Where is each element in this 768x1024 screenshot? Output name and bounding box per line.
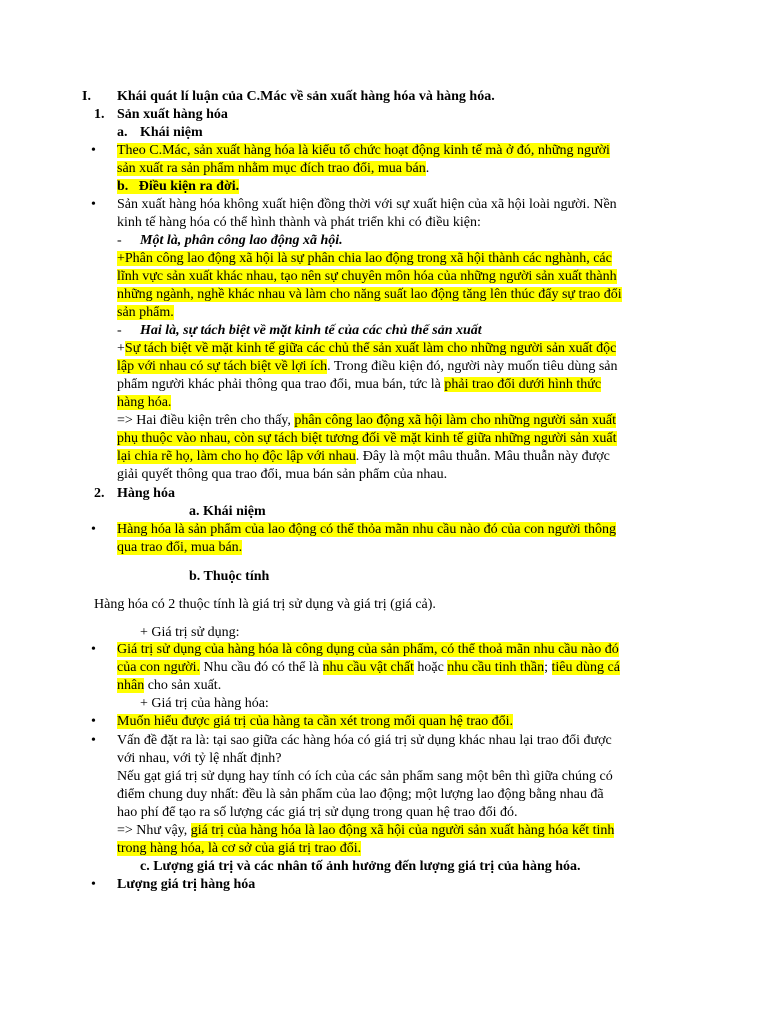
item-letter: a. bbox=[117, 125, 128, 140]
paragraph-line: hàng hóa. bbox=[117, 395, 172, 410]
paragraph-line: Muốn hiểu được giá trị của hàng ta cần xét trong mối quan hệ trao đổi. bbox=[117, 714, 513, 729]
bullet-icon: • bbox=[91, 714, 96, 729]
paragraph-line: => Như vậy, giá trị của hàng hóa là lao động xã hội của người sản xuất hàng hóa kết tinh bbox=[117, 823, 615, 838]
dash-marker: - bbox=[117, 233, 122, 248]
paragraph-line: lĩnh vực sản xuất khác nhau, tạo nên sự chuyên môn hóa của những người sản xuất thành bbox=[117, 269, 617, 284]
paragraph-line: => Hai điều kiện trên cho thấy, phân công lao động xã hội làm cho những người sản xuất bbox=[117, 413, 616, 428]
dash-marker: - bbox=[117, 323, 122, 338]
paragraph-line: +Sự tách biệt về mặt kinh tế giữa các chủ thể sản xuất làm cho những người sản xuất độc bbox=[117, 341, 617, 356]
item-heading: c. Lượng giá trị và các nhân tố ảnh hưởng đến lượng giá trị của hàng hóa. bbox=[140, 859, 581, 874]
paragraph-line: sản xuất ra sản phẩm nhằm mục đích trao đổi, mua bán. bbox=[117, 161, 430, 176]
bullet-icon: • bbox=[91, 877, 96, 892]
paragraph-line: Sản xuất hàng hóa không xuất hiện đồng thời với sự xuất hiện của xã hội loài người. Nền bbox=[117, 197, 617, 212]
paragraph-line: lại chia rẽ họ, làm cho họ độc lập với nhau. Đây là một mâu thuẫn. Mâu thuẫn này được bbox=[117, 449, 610, 464]
paragraph-line: +Phân công lao động xã hội là sự phân chia lao động trong xã hội thành các nghành, các bbox=[117, 251, 612, 266]
sub-heading: + Giá trị sử dụng: bbox=[140, 625, 240, 640]
paragraph-line: Giá trị sử dụng của hàng hóa là công dụng của sản phẩm, có thể thoả mãn nhu cầu nào đó bbox=[117, 642, 619, 657]
section-number: I. bbox=[82, 89, 91, 104]
paragraph-line: hao phí để tạo ra số lượng các giá trị sử dụng trong quan hệ trao đổi đó. bbox=[117, 805, 518, 820]
subsection-number: 1. bbox=[94, 107, 105, 122]
paragraph-line: Hàng hóa là sản phẩm của lao động có thể thỏa mãn nhu cầu nào đó của con người thông bbox=[117, 522, 617, 537]
subsection-number: 2. bbox=[94, 486, 105, 501]
paragraph-line: Theo C.Mác, sản xuất hàng hóa là kiểu tổ chức hoạt động kinh tế mà ở đó, những người bbox=[117, 143, 610, 158]
item-heading: b. Thuộc tính bbox=[189, 569, 270, 584]
item-heading: a. Khái niệm bbox=[189, 504, 266, 519]
paragraph-line: Vấn đề đặt ra là: tại sao giữa các hàng hóa có giá trị sử dụng khác nhau lại trao đổi được bbox=[117, 733, 612, 748]
bullet-icon: • bbox=[91, 522, 96, 537]
paragraph-line: phẩm người khác phải thông qua trao đổi, mua bán, tức là phải trao đổi dưới hình thức bbox=[117, 377, 602, 392]
bullet-icon: • bbox=[91, 143, 96, 158]
subsection-title: Hàng hóa bbox=[117, 486, 175, 501]
paragraph-line: Nếu gạt giá trị sử dụng hay tính có ích của các sản phẩm sang một bên thì giữa chúng có bbox=[117, 769, 613, 784]
paragraph-line: những ngành, nghề khác nhau và làm cho năng suất lao động tăng lên thúc đẩy sự trao đổi bbox=[117, 287, 622, 302]
paragraph-line: giải quyết thông qua trao đổi, mua bán sản phẩm của nhau. bbox=[117, 467, 448, 482]
condition-title: Một là, phân công lao động xã hội. bbox=[140, 233, 343, 248]
paragraph-line: nhân cho sản xuất. bbox=[117, 678, 222, 693]
paragraph-line: với nhau, với tỷ lệ nhất định? bbox=[117, 751, 282, 766]
item-heading: Khái niệm bbox=[140, 125, 203, 140]
bullet-icon: • bbox=[91, 197, 96, 212]
subsection-title: Sản xuất hàng hóa bbox=[117, 107, 228, 122]
section-title: Khái quát lí luận của C.Mác về sản xuất hàng hóa và hàng hóa. bbox=[117, 89, 495, 104]
bullet-icon: • bbox=[91, 642, 96, 657]
paragraph-line: Hàng hóa có 2 thuộc tính là giá trị sử dụng và giá trị (giá cả). bbox=[94, 597, 436, 612]
bullet-heading: Lượng giá trị hàng hóa bbox=[117, 877, 256, 892]
paragraph-line: của con người. Nhu cầu đó có thể là nhu cầu vật chất hoặc nhu cầu tinh thần; tiêu dùng cá bbox=[117, 660, 620, 675]
paragraph-line: trong hàng hóa, là cơ sở của giá trị trao đổi. bbox=[117, 841, 362, 856]
paragraph-line: sản phẩm. bbox=[117, 305, 174, 320]
paragraph-line: phụ thuộc vào nhau, còn sự tách biệt tương đối về mặt kinh tế giữa những người sản xuất bbox=[117, 431, 617, 446]
sub-heading: + Giá trị của hàng hóa: bbox=[140, 696, 269, 711]
bullet-icon: • bbox=[91, 733, 96, 748]
paragraph-line: điểm chung duy nhất: đều là sản phẩm của lao động; một lượng lao động bằng nhau đã bbox=[117, 787, 604, 802]
paragraph-line: qua trao đổi, mua bán. bbox=[117, 540, 243, 555]
paragraph-line: lập với nhau có sự tách biệt về lợi ích. Trong điều kiện đó, người này muốn tiêu dùng sản bbox=[117, 359, 618, 374]
condition-title: Hai là, sự tách biệt về mặt kinh tế của các chủ thể sản xuất bbox=[140, 323, 482, 338]
item-heading-highlight: b. Điều kiện ra đời. bbox=[117, 179, 240, 194]
paragraph-line: kinh tế hàng hóa có thể hình thành và phát triển khi có điều kiện: bbox=[117, 215, 481, 230]
